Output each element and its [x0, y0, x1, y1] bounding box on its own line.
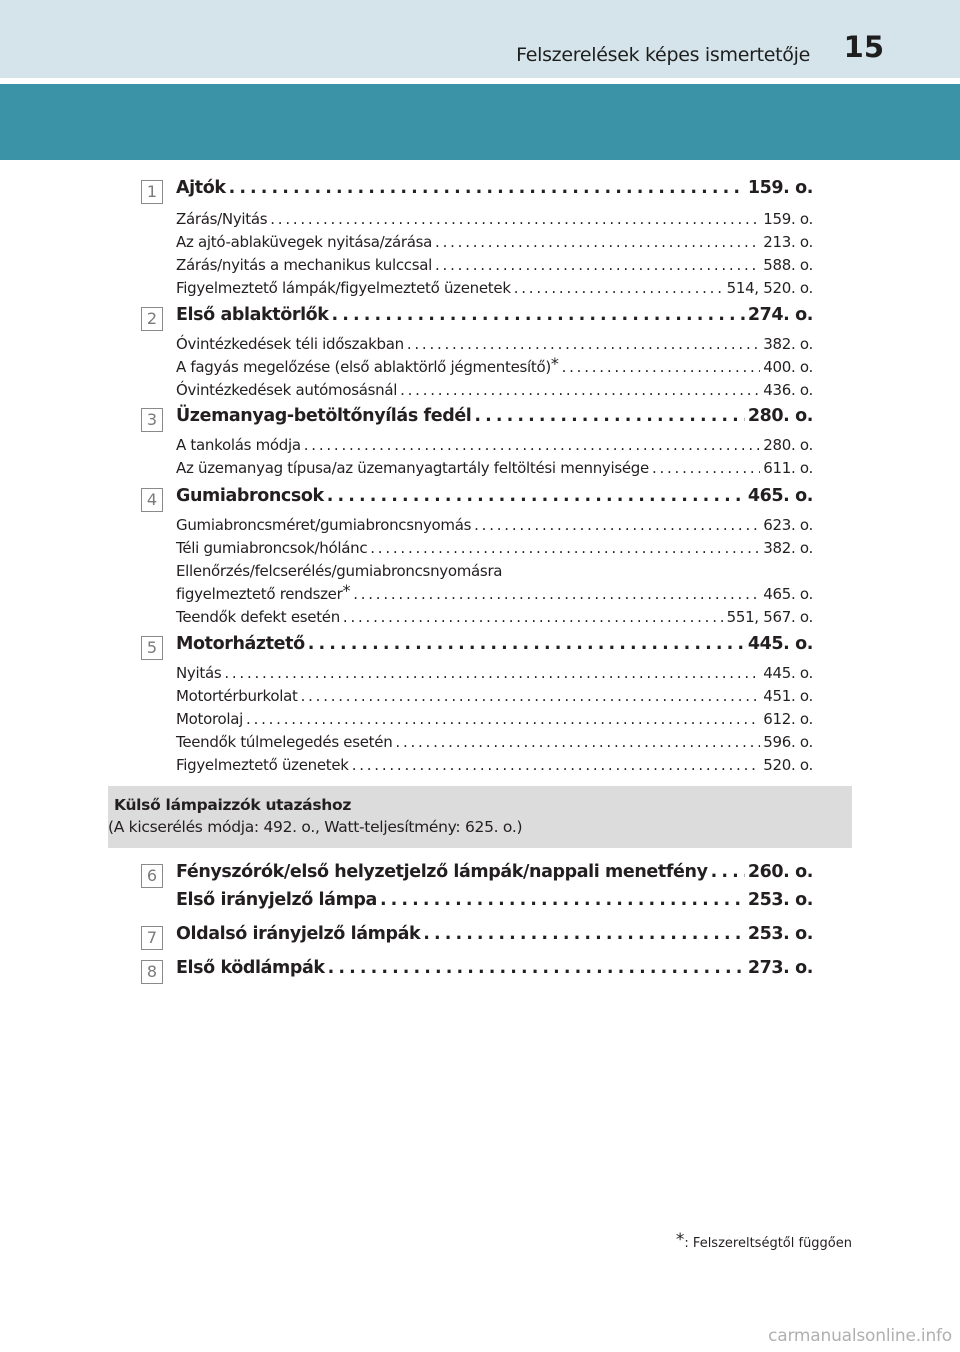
callout-number-8: 8 [141, 960, 163, 984]
entry-page: 159. o. [747, 178, 813, 198]
subentry[interactable]: Motorolaj . . . 612. o. [176, 710, 813, 728]
callout-number-7: 7 [141, 926, 163, 950]
subentry[interactable]: Figyelmeztető üzenetek . . . 520. o. [176, 756, 813, 774]
footnote-text: : Felszereltségtől függően [684, 1236, 852, 1251]
footnote-star: * [550, 354, 559, 373]
subentry[interactable]: A fagyás megelőzése (első ablaktörlő jégmentesítő)* . . . 400. o. [176, 358, 813, 376]
entry-side-turn-signals[interactable]: Oldalsó irányjelző lámpák . . . 253. o. [176, 924, 813, 944]
callout-number-4: 4 [141, 488, 163, 512]
subentry[interactable]: Óvintézkedések téli időszakban . . . 382. o. [176, 335, 813, 353]
callout-number-2: 2 [141, 307, 163, 331]
entry-fuel-door[interactable]: Üzemanyag-betöltőnyílás fedél . . . 280. o. [176, 406, 813, 426]
exterior-lamps-box [108, 786, 852, 848]
page-number: 15 [843, 30, 884, 64]
entry-front-turn-signal[interactable]: Első irányjelző lámpa . . . 253. o. [176, 890, 813, 910]
subentry[interactable]: Zárás/nyitás a mechanikus kulccsal . . . 588. o. [176, 256, 813, 274]
footnote-star: * [675, 1230, 685, 1250]
entry-front-wipers[interactable]: Első ablaktörlők . . . 274. o. [176, 305, 813, 325]
entry-tires[interactable]: Gumiabroncsok . . . 465. o. [176, 486, 813, 506]
blue-banner [0, 84, 960, 160]
entry-fog-lamps[interactable]: Első ködlámpák . . . 273. o. [176, 958, 813, 978]
page-header-title: Felszerelések képes ismertetője [516, 44, 810, 66]
entry-headlights[interactable]: Fényszórók/első helyzetjelző lámpák/nappali menetfény . . . 260. o. [176, 862, 813, 882]
subentry[interactable]: Teendők túlmelegedés esetén . . . 596. o. [176, 733, 813, 751]
watermark: carmanualsonline.info [768, 1326, 952, 1346]
lamps-box-title: Külső lámpaizzók utazáshoz [114, 796, 352, 814]
subentry[interactable]: Figyelmeztető lámpák/figyelmeztető üzenetek . . . 514, 520. o. [176, 279, 813, 297]
entry-doors[interactable] [176, 178, 813, 198]
footnote-star: * [342, 581, 351, 600]
subentry[interactable]: Óvintézkedések autómosásnál . . . 436. o. [176, 381, 813, 399]
subentry[interactable]: Nyitás . . . 445. o. [176, 664, 813, 682]
subentry[interactable]: Teendők defekt esetén . . . 551, 567. o. [176, 608, 813, 626]
top-header-band [0, 0, 960, 78]
subentry[interactable]: figyelmeztető rendszer* . . . 465. o. [176, 585, 813, 603]
callout-number-6: 6 [141, 864, 163, 888]
subentry[interactable]: Gumiabroncsméret/gumiabroncsnyomás . . . 623. o. [176, 516, 813, 534]
callout-number-3: 3 [141, 408, 163, 432]
footnote [676, 1230, 852, 1251]
subentry[interactable]: A tankolás módja . . . 280. o. [176, 436, 813, 454]
callout-number-1: 1 [141, 180, 163, 204]
subentry[interactable]: Zárás/Nyitás . . . 159. o. [176, 210, 813, 228]
subentry[interactable]: Az üzemanyag típusa/az üzemanyagtartály feltöltési mennyisége . . . 611. o. [176, 459, 813, 477]
subentry[interactable]: Motortérburkolat . . . 451. o. [176, 687, 813, 705]
subentry[interactable]: Az ajtó-ablaküvegek nyitása/zárása . . . 213. o. [176, 233, 813, 251]
lamps-box-subtitle: (A kicserélés módja: 492. o., Watt-teljesítmény: 625. o.) [108, 818, 523, 836]
entry-label: Ajtók [176, 178, 226, 198]
callout-number-5: 5 [141, 636, 163, 660]
subentry[interactable]: Téli gumiabroncsok/hólánc . . . 382. o. [176, 539, 813, 557]
subentry-line1: Ellenőrzés/felcserélés/gumiabroncsnyomásra [176, 562, 503, 580]
entry-hood[interactable]: Motorháztető . . . 445. o. [176, 634, 813, 654]
